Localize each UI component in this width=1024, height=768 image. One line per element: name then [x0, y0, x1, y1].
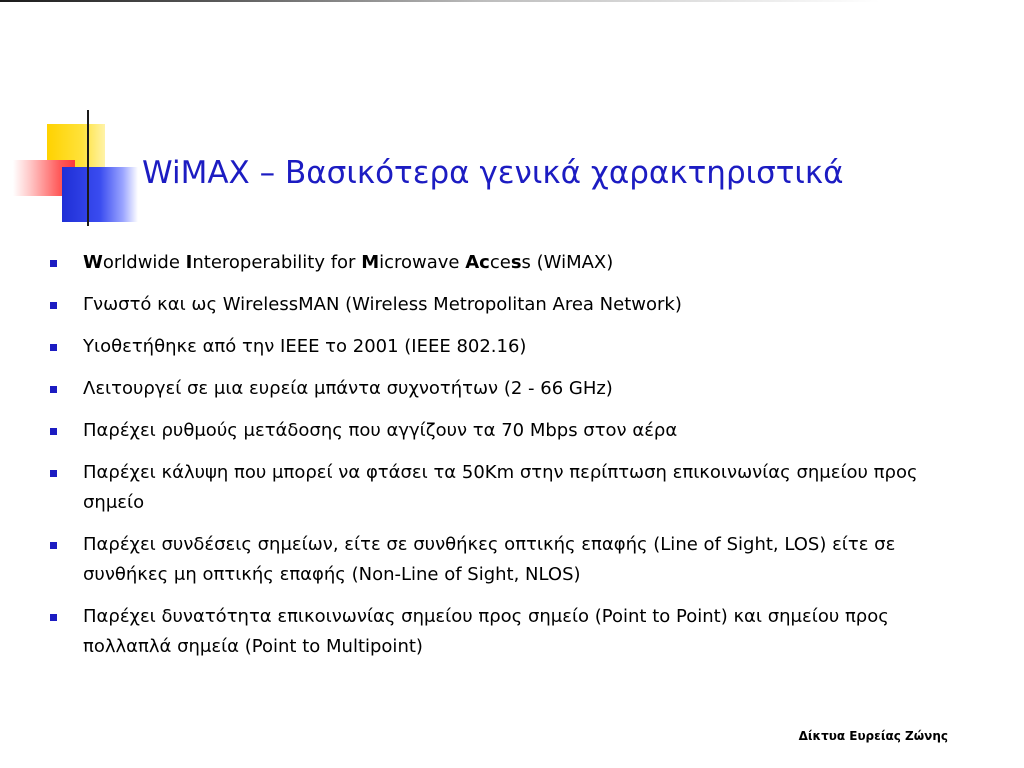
slide-footer: Δίκτυα Ευρείας Ζώνης — [798, 729, 948, 743]
bullet-marker-icon — [50, 542, 57, 549]
bullet-marker-icon — [50, 428, 57, 435]
bullet-text: Worldwide Interoperability for Microwave Access (WiMAX) — [83, 252, 614, 273]
bullet-item — [50, 248, 980, 278]
bullet-item — [50, 530, 980, 590]
slide-logo-decoration — [0, 0, 180, 240]
bullet-marker-icon — [50, 386, 57, 393]
bullet-list — [50, 248, 980, 674]
bullet-marker-icon — [50, 470, 57, 477]
bullet-text: Παρέχει δυνατότητα επικοινωνίας σημείου προς σημείο (Point to Point) και σημείου προς πολλαπλά σημεία (Point to Multipoint) — [83, 606, 889, 657]
bullet-text: Υιοθετήθηκε από την IEEE το 2001 (IEEE 802.16) — [83, 336, 527, 357]
bullet-marker-icon — [50, 260, 57, 267]
logo-vertical-line — [87, 110, 89, 226]
bullet-marker-icon — [50, 614, 57, 621]
bullet-item — [50, 416, 980, 446]
bullet-marker-icon — [50, 302, 57, 309]
logo-blue-square — [62, 167, 138, 222]
bullet-marker-icon — [50, 344, 57, 351]
bullet-text: Παρέχει κάλυψη που μπορεί να φτάσει τα 50Km στην περίπτωση επικοινωνίας σημείου προς σημείο — [83, 462, 918, 513]
slide-title: WiMAX – Βασικότερα γενικά χαρακτηριστικά — [142, 155, 844, 191]
bullet-text: Λειτουργεί σε μια ευρεία μπάντα συχνοτήτων (2 - 66 GHz) — [83, 378, 613, 399]
bullet-item — [50, 374, 980, 404]
bullet-text: Παρέχει συνδέσεις σημείων, είτε σε συνθήκες οπτικής επαφής (Line of Sight, LOS) είτε σε συνθήκες μη οπτικής επαφής (Non-Line of Sight, NLOS) — [83, 534, 896, 585]
bullet-item — [50, 290, 980, 320]
bullet-text: Γνωστό και ως WirelessMAN (Wireless Metropolitan Area Network) — [83, 294, 682, 315]
bullet-text: Παρέχει ρυθμούς μετάδοσης που αγγίζουν τα 70 Mbps στον αέρα — [83, 420, 678, 441]
bullet-item — [50, 332, 980, 362]
bullet-item — [50, 602, 980, 662]
bullet-item — [50, 458, 980, 518]
